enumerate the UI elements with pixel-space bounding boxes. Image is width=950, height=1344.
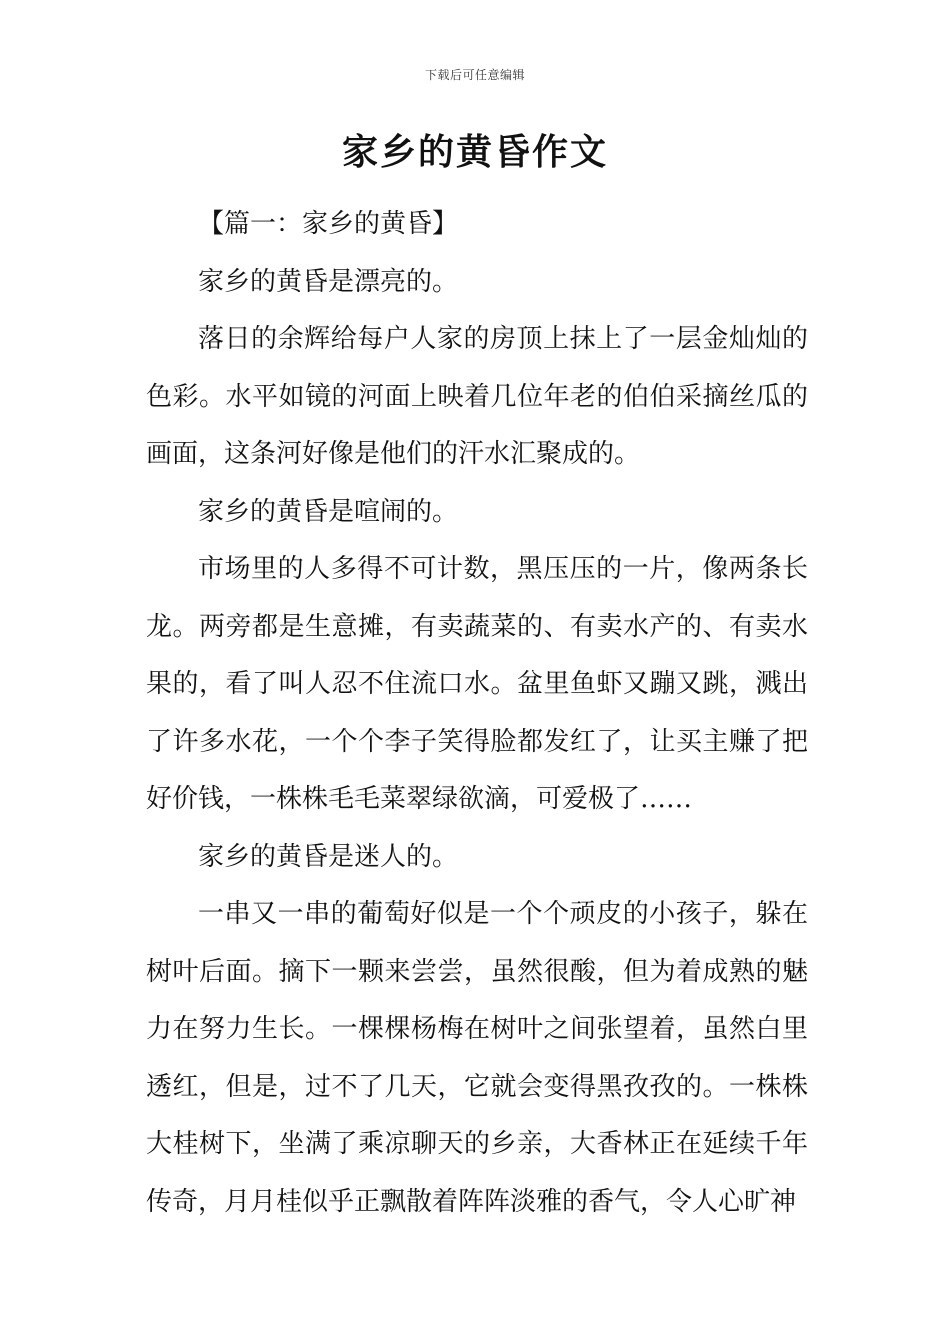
paragraph: 一串又一串的葡萄好似是一个个顽皮的小孩子，躲在树叶后面。摘下一颗来尝尝，虽然很酸，但为着成熟的魅力在努力生长。一棵棵杨梅在树叶之间张望着，虽然白里透红，但是，过不了几天，它就会变得黑孜孜的。一株株大桂树下，坐满了乘凉聊天的乡亲，大香林正在延续千年传奇，月月桂似乎正飘散着阵阵淡雅的香气，令人心旷神 [146, 899, 808, 1217]
paragraph: 落日的余辉给每户人家的房顶上抹上了一层金灿灿的色彩。水平如镜的河面上映着几位年老的伯伯采摘丝瓜的画面，这条河好像是他们的汗水汇聚成的。 [146, 324, 808, 469]
paragraph: 市场里的人多得不可计数，黑压压的一片，像两条长龙。两旁都是生意摊，有卖蔬菜的、有卖水产的、有卖水果的，看了叫人忍不住流口水。盆里鱼虾又蹦又跳，溅出了许多水花，一个个李子笑得脸都发红了，让买主赚了把好价钱，一株株毛毛菜翠绿欲滴，可爱极了…… [146, 554, 808, 814]
section-heading: 【篇一：家乡的黄昏】 [198, 209, 459, 239]
paragraph: 家乡的黄昏是迷人的。 [198, 841, 459, 872]
header-note: 下载后可任意编辑 [424, 68, 525, 82]
document-title: 家乡的黄昏作文 [341, 131, 608, 173]
document-body [146, 196, 808, 1231]
paragraph: 家乡的黄昏是漂亮的。 [198, 266, 459, 297]
paragraph: 家乡的黄昏是喧闹的。 [198, 496, 459, 527]
